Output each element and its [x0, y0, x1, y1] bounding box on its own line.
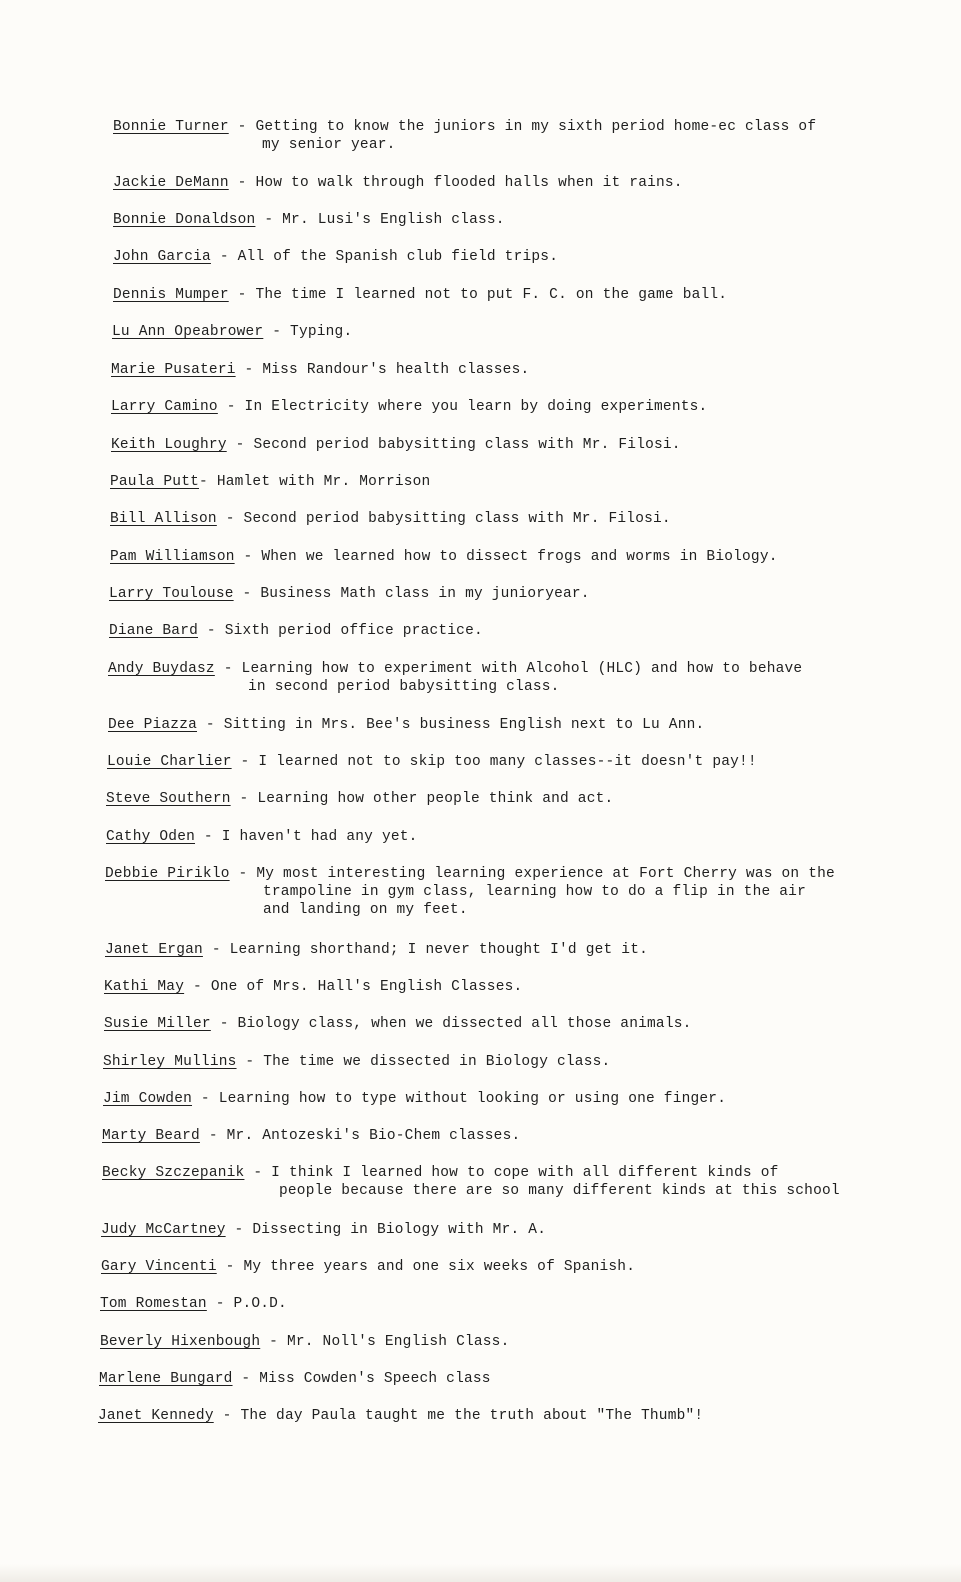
entry-name: Cathy Oden: [106, 829, 196, 845]
entry-name: Marty Beard: [102, 1128, 200, 1144]
entry-separator: -: [255, 212, 283, 228]
entry-name: Shirley Mullins: [103, 1054, 237, 1070]
list-item: [103, 1090, 726, 1108]
entry-name: Jim Cowden: [103, 1091, 193, 1107]
entry-continuation: people because there are so many different kinds at this school: [279, 1183, 840, 1199]
entry-text: The time we dissected in Biology class.: [263, 1054, 611, 1070]
list-item: [113, 286, 727, 304]
entry-text: Getting to know the juniors in my sixth period home-ec class of: [255, 119, 817, 135]
entry-name: Bonnie Turner: [113, 119, 229, 135]
list-item: [109, 622, 483, 640]
list-item: [100, 1295, 287, 1313]
list-item: [106, 790, 613, 808]
entry-separator: -: [216, 1259, 244, 1275]
entry-name: Beverly Hixenbough: [100, 1334, 261, 1350]
entry-separator: -: [244, 1165, 272, 1181]
list-item: [111, 361, 529, 379]
list-item: [113, 211, 505, 229]
entry-separator: -: [214, 661, 242, 677]
list-item: [108, 660, 802, 678]
entry-separator: -: [230, 791, 258, 807]
list-item: [110, 510, 671, 528]
entry-name: John Garcia: [113, 249, 211, 265]
entry-name: Susie Miller: [104, 1016, 211, 1032]
entry-name: Andy Buydasz: [108, 661, 215, 677]
list-item: [105, 941, 648, 959]
entry-separator: -: [213, 1408, 241, 1424]
list-item: [101, 1258, 635, 1276]
entry-name: Judy McCartney: [101, 1222, 226, 1238]
entry-separator: -: [195, 829, 222, 845]
entry-separator: -: [216, 511, 244, 527]
entry-text: Learning how other people think and act.: [257, 791, 614, 807]
list-item: [113, 248, 558, 266]
entry-name: Janet Kennedy: [98, 1408, 214, 1424]
list-item: [105, 865, 835, 883]
list-item: [104, 1015, 692, 1033]
list-item: [109, 585, 590, 603]
entry-continuation: my senior year.: [262, 137, 396, 153]
entry-name: Steve Southern: [106, 791, 231, 807]
entry-text: The day Paula taught me the truth about "The Thumb"!: [240, 1408, 704, 1424]
entry-separator: -: [232, 1371, 260, 1387]
entry-name: Paula Putt: [110, 474, 200, 490]
entry-separator: -: [199, 1128, 227, 1144]
list-item: [113, 174, 683, 192]
list-item: [103, 1053, 610, 1071]
entry-text: Sitting in Mrs. Bee's business English next to Lu Ann.: [223, 717, 705, 733]
entry-separator: -: [234, 549, 262, 565]
entry-text: In Electricity where you learn by doing experiments.: [244, 399, 708, 415]
list-item: [111, 436, 681, 454]
entry-continuation: trampoline in gym class, learning how to do a flip in the air: [263, 884, 806, 900]
list-item: [106, 828, 418, 846]
list-item: [112, 323, 352, 341]
entry-name: Keith Loughry: [111, 437, 227, 453]
entry-separator: -: [260, 1334, 287, 1350]
entry-name: Jackie DeMann: [113, 175, 229, 191]
entry-continuation: in second period babysitting class.: [248, 679, 560, 695]
entry-text: Sixth period office practice.: [224, 623, 483, 639]
entry-text: How to walk through flooded halls when it rains.: [255, 175, 683, 191]
entry-name: Bill Allison: [110, 511, 217, 527]
list-item: [108, 716, 704, 734]
entry-separator: -: [210, 249, 238, 265]
entry-text: Miss Cowden's Speech class: [259, 1371, 491, 1387]
entry-separator: -: [225, 1222, 253, 1238]
list-item: [102, 1164, 779, 1182]
entry-separator: -: [206, 1296, 234, 1312]
list-item: [104, 978, 522, 996]
entry-separator: -: [263, 324, 291, 340]
entry-separator: -: [197, 717, 224, 733]
entry-separator: -: [198, 623, 225, 639]
entry-text: Second period babysitting class with Mr. Filosi.: [253, 437, 681, 453]
entry-text: My most interesting learning experience at Fort Cherry was on the: [256, 866, 835, 882]
entry-name: Louie Charlier: [107, 754, 232, 770]
list-item: [110, 473, 430, 491]
entry-text: I haven't had any yet.: [221, 829, 418, 845]
entry-text: My three years and one six weeks of Spanish.: [243, 1259, 636, 1275]
entry-separator: -: [217, 399, 245, 415]
entry-separator: -: [202, 942, 230, 958]
entry-separator: -: [199, 474, 217, 490]
entry-separator: -: [228, 119, 256, 135]
list-item: [99, 1370, 491, 1388]
entry-text: Learning shorthand; I never thought I'd get it.: [229, 942, 649, 958]
entry-name: Debbie Piriklo: [105, 866, 230, 882]
entry-name: Dennis Mumper: [113, 287, 229, 303]
entry-name: Lu Ann Opeabrower: [112, 324, 264, 340]
entry-separator: -: [184, 979, 211, 995]
entry-text: Learning how to experiment with Alcohol (HLC) and how to behave: [241, 661, 803, 677]
list-item: [107, 753, 757, 771]
entry-separator: -: [231, 754, 259, 770]
entry-text: Business Math class in my junioryear.: [260, 586, 590, 602]
entry-text: Second period babysitting class with Mr. Filosi.: [243, 511, 671, 527]
entry-name: Dee Piazza: [108, 717, 198, 733]
list-item: [100, 1333, 510, 1351]
entry-name: Janet Ergan: [105, 942, 203, 958]
entry-name: Larry Camino: [111, 399, 218, 415]
entry-name: Gary Vincenti: [101, 1259, 217, 1275]
entry-text: Typing.: [290, 324, 353, 340]
entry-text: Hamlet with Mr. Morrison: [216, 474, 431, 490]
entry-text: Mr. Antozeski's Bio-Chem classes.: [226, 1128, 521, 1144]
entry-text: Miss Randour's health classes.: [262, 362, 530, 378]
entry-name: Diane Bard: [109, 623, 199, 639]
entry-name: Becky Szczepanik: [102, 1165, 245, 1181]
list-item: [102, 1127, 520, 1145]
entry-text: Learning how to type without looking or using one finger.: [218, 1091, 727, 1107]
entry-separator: -: [228, 287, 256, 303]
entry-text: The time I learned not to put F. C. on the game ball.: [255, 287, 728, 303]
paper-edge: [0, 1564, 961, 1582]
entry-separator: -: [228, 175, 256, 191]
entry-separator: -: [233, 586, 261, 602]
entry-text: I think I learned how to cope with all different kinds of: [271, 1165, 779, 1181]
entry-text: When we learned how to dissect frogs and worms in Biology.: [261, 549, 778, 565]
entry-text: P.O.D.: [233, 1296, 287, 1312]
entry-name: Tom Romestan: [100, 1296, 207, 1312]
entry-text: All of the Spanish club field trips.: [237, 249, 559, 265]
list-item: [110, 548, 778, 566]
entry-name: Marlene Bungard: [99, 1371, 233, 1387]
entry-text: Mr. Noll's English Class.: [286, 1334, 510, 1350]
entry-separator: -: [210, 1016, 238, 1032]
entry-separator: -: [235, 362, 263, 378]
entry-separator: -: [236, 1054, 264, 1070]
entry-separator: -: [226, 437, 254, 453]
entry-name: Kathi May: [104, 979, 185, 995]
entry-separator: -: [229, 866, 257, 882]
entry-name: Marie Pusateri: [111, 362, 236, 378]
list-item: [101, 1221, 546, 1239]
entry-text: I learned not to skip too many classes--it doesn't pay!!: [258, 754, 757, 770]
entry-name: Larry Toulouse: [109, 586, 234, 602]
entry-text: One of Mrs. Hall's English Classes.: [210, 979, 523, 995]
entry-name: Pam Williamson: [110, 549, 235, 565]
entry-text: Dissecting in Biology with Mr. A.: [252, 1222, 547, 1238]
entry-continuation: and landing on my feet.: [263, 902, 468, 918]
list-item: [98, 1407, 703, 1425]
entry-text: Mr. Lusi's English class.: [282, 212, 505, 228]
entry-separator: -: [192, 1091, 219, 1107]
entry-name: Bonnie Donaldson: [113, 212, 256, 228]
list-item: [113, 118, 816, 136]
entry-text: Biology class, when we dissected all those animals.: [237, 1016, 692, 1032]
list-item: [111, 398, 707, 416]
